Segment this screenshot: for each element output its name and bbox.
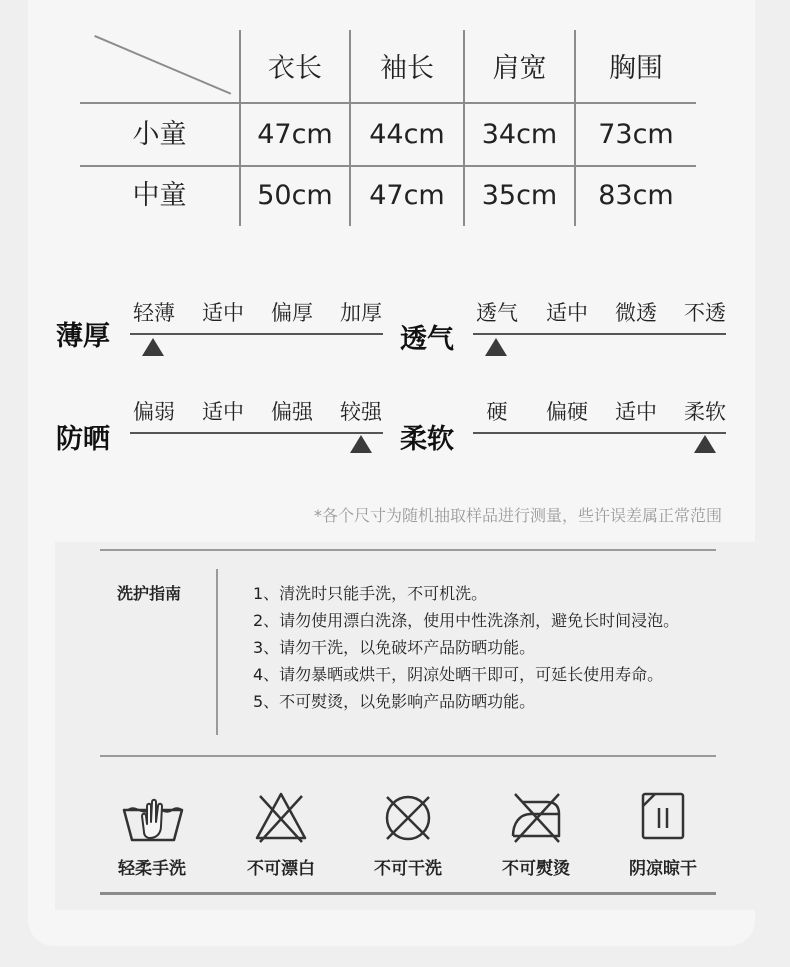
rating-option: 加厚 xyxy=(340,301,382,325)
care-instruction: 5、不可熨烫，以免影响产品防晒功能。 xyxy=(253,692,536,711)
rating-option: 偏弱 xyxy=(133,400,175,424)
rating-option: 柔软 xyxy=(684,400,726,424)
care-bottom-divider xyxy=(100,892,716,895)
rating-scale-line xyxy=(130,333,383,335)
rating-label: 防晒 xyxy=(56,424,110,455)
care-title: 洗护指南 xyxy=(117,584,182,603)
care-icon-label: 阴凉晾干 xyxy=(629,859,697,879)
care-instruction: 1、清洗时只能手洗，不可机洗。 xyxy=(253,584,488,603)
care-instruction: 2、请勿使用漂白洗涤，使用中性洗涤剂，避免长时间浸泡。 xyxy=(253,611,680,630)
table-cell: 34cm xyxy=(481,119,558,150)
table-divider xyxy=(80,165,696,167)
care-instruction: 3、请勿干洗，以免破坏产品防晒功能。 xyxy=(253,638,536,657)
rating-option: 微透 xyxy=(615,301,657,325)
rating-option: 适中 xyxy=(615,400,657,424)
care-instruction: 4、请勿暴晒或烘干，阴凉处晒干即可，可延长使用寿命。 xyxy=(253,665,664,684)
table-divider xyxy=(80,102,696,104)
rating-marker xyxy=(485,338,507,356)
no-iron-icon xyxy=(501,788,571,848)
rating-option: 不透 xyxy=(684,301,726,325)
table-cell: 83cm xyxy=(598,180,674,211)
table-cell: 35cm xyxy=(481,180,558,211)
table-cell: 50cm xyxy=(257,180,333,211)
care-icon-label: 不可漂白 xyxy=(247,859,315,879)
rating-label: 薄厚 xyxy=(56,321,110,352)
rating-option: 偏硬 xyxy=(546,400,588,424)
rating-option: 较强 xyxy=(340,400,382,424)
rating-marker xyxy=(142,338,164,356)
table-cell: 47cm xyxy=(369,180,445,211)
care-mid-divider xyxy=(100,755,716,757)
column-header: 袖长 xyxy=(380,53,434,84)
no-bleach-icon xyxy=(246,788,316,848)
rating-option: 适中 xyxy=(546,301,588,325)
rating-label: 透气 xyxy=(400,324,454,355)
rating-option: 适中 xyxy=(202,400,244,424)
column-header: 胸围 xyxy=(609,53,663,84)
rating-scale-line xyxy=(473,333,726,335)
care-icon-label: 不可干洗 xyxy=(374,859,442,879)
column-header: 衣长 xyxy=(268,53,322,84)
rating-scale-line xyxy=(130,432,383,434)
care-icon-label: 轻柔手洗 xyxy=(118,859,186,879)
row-label: 小童 xyxy=(132,119,187,150)
rating-marker xyxy=(694,435,716,453)
rating-option: 偏厚 xyxy=(271,301,313,325)
hand-wash-icon xyxy=(118,788,188,848)
rating-scale-line xyxy=(473,432,726,434)
rating-marker xyxy=(350,435,372,453)
rating-option: 透气 xyxy=(476,301,518,325)
table-cell: 47cm xyxy=(257,119,333,150)
shade-dry-icon xyxy=(628,788,698,848)
no-dry-clean-icon xyxy=(373,788,443,848)
column-header: 肩宽 xyxy=(492,53,547,84)
rating-option: 偏强 xyxy=(271,400,313,424)
measurement-note: *各个尺寸为随机抽取样品进行测量，些许误差属正常范围 xyxy=(313,506,722,525)
table-cell: 73cm xyxy=(598,119,674,150)
row-label: 中童 xyxy=(132,180,187,211)
care-top-divider xyxy=(100,549,716,551)
care-icon-label: 不可熨烫 xyxy=(502,859,570,879)
table-cell: 44cm xyxy=(369,119,445,150)
rating-option: 适中 xyxy=(202,301,244,325)
rating-option: 轻薄 xyxy=(133,301,175,325)
rating-option: 硬 xyxy=(486,400,508,424)
rating-label: 柔软 xyxy=(400,424,454,455)
care-vertical-divider xyxy=(216,569,218,735)
